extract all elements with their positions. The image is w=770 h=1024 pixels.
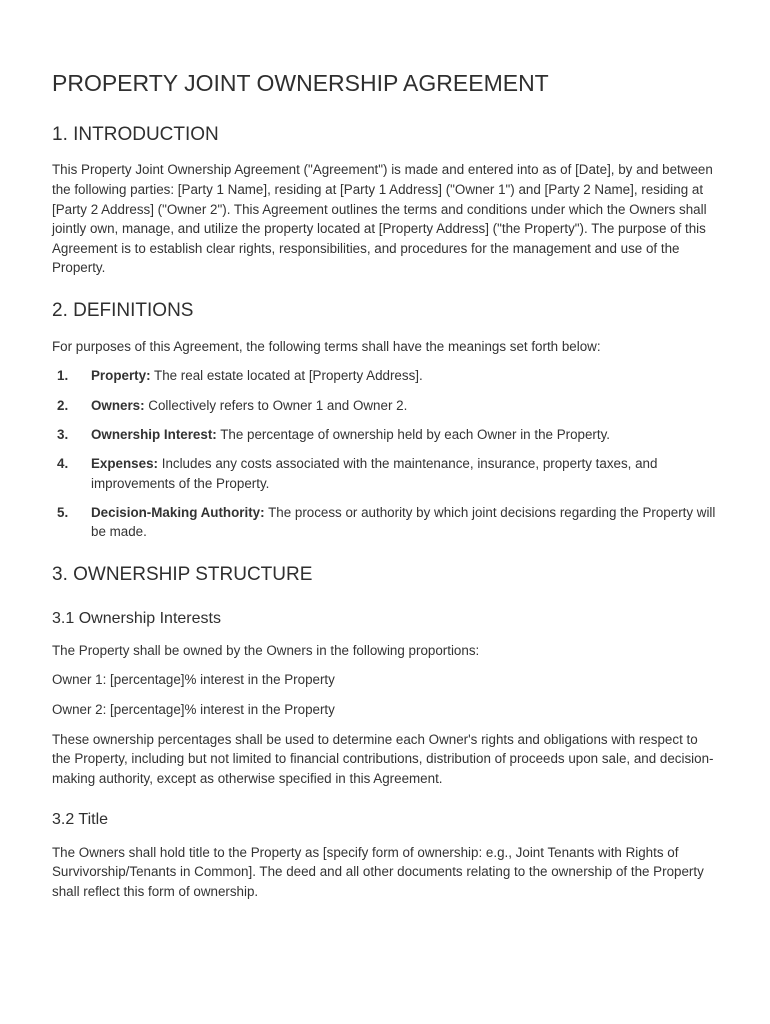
subsection-heading-ownership-interests: 3.1 Ownership Interests — [52, 609, 221, 627]
definition-item — [52, 396, 718, 416]
definition-term: Expenses: — [91, 455, 158, 471]
definition-text: The process or authority by which joint decisions regarding the Property will be made. — [91, 504, 716, 540]
definition-number: 1. — [57, 368, 69, 384]
definition-item — [52, 503, 718, 542]
definition-text: Includes any costs associated with the maintenance, insurance, property taxes, and improvements of the Property. — [91, 455, 658, 491]
definition-term: Owners: — [91, 397, 145, 413]
section-definitions — [52, 300, 718, 542]
definition-item — [52, 425, 718, 445]
definition-item — [52, 454, 718, 493]
definition-number: 4. — [57, 455, 69, 471]
subsection-heading-title: 3.2 Title — [52, 811, 109, 829]
section-heading-introduction: 1. INTRODUCTION — [52, 123, 219, 145]
ownership-proportions-intro: The Property shall be owned by the Owners in the following proportions: — [52, 642, 480, 658]
definition-term: Decision-Making Authority: — [91, 504, 265, 520]
introduction-paragraph: This Property Joint Ownership Agreement ("Agreement") is made and entered into as of [Date], by and between the following parties: [Party 1 Name], residing at [Party 1 Address] ("Owner 1") and [Party 2 Name], residing at [Party 2 Address] ("Owner 2"). This Agreement outlines the terms and conditions under which the Owners shall jointly own, manage, and utilize the property located at [Property Address] ("the Property"). The purpose of this Agreement is to establish clear rights, responsibilities, and procedures for the management and use of the Property. — [52, 162, 713, 276]
definition-number: 5. — [57, 504, 69, 520]
definition-text: The real estate located at [Property Address]. — [150, 368, 423, 384]
document-title: PROPERTY JOINT OWNERSHIP AGREEMENT — [52, 70, 549, 96]
definition-number: 2. — [57, 397, 69, 413]
definition-item — [52, 366, 718, 386]
section-heading-ownership-structure: 3. OWNERSHIP STRUCTURE — [52, 563, 313, 585]
definitions-list — [52, 366, 718, 542]
owner-2-interest: Owner 2: [percentage]% interest in the Property — [52, 702, 335, 718]
section-heading-definitions: 2. DEFINITIONS — [52, 299, 194, 321]
definitions-intro: For purposes of this Agreement, the following terms shall have the meanings set forth below: — [52, 338, 601, 354]
definition-term: Ownership Interest: — [91, 426, 217, 442]
title-paragraph: The Owners shall hold title to the Property as [specify form of ownership: e.g., Joint Tenants with Rights of Survivorship/Tenants in Common]. The deed and all other documents relating to the ownership of the Property shall reflect this form of ownership. — [52, 844, 704, 899]
definition-term: Property: — [91, 368, 151, 384]
section-introduction — [52, 124, 718, 278]
subsection-title — [52, 810, 718, 901]
section-ownership-structure — [52, 564, 718, 902]
ownership-percentages-paragraph: These ownership percentages shall be used to determine each Owner's rights and obligations with respect to the Property, including but not limited to financial contributions, distribution of proceeds upon sale, and decision-making authority, except as otherwise specified in this Agreement. — [52, 731, 714, 786]
definition-text: Collectively refers to Owner 1 and Owner 2. — [144, 397, 408, 413]
definition-number: 3. — [57, 426, 69, 442]
owner-1-interest: Owner 1: [percentage]% interest in the Property — [52, 672, 335, 688]
subsection-ownership-interests — [52, 609, 718, 789]
definition-text: The percentage of ownership held by each Owner in the Property. — [216, 426, 611, 442]
